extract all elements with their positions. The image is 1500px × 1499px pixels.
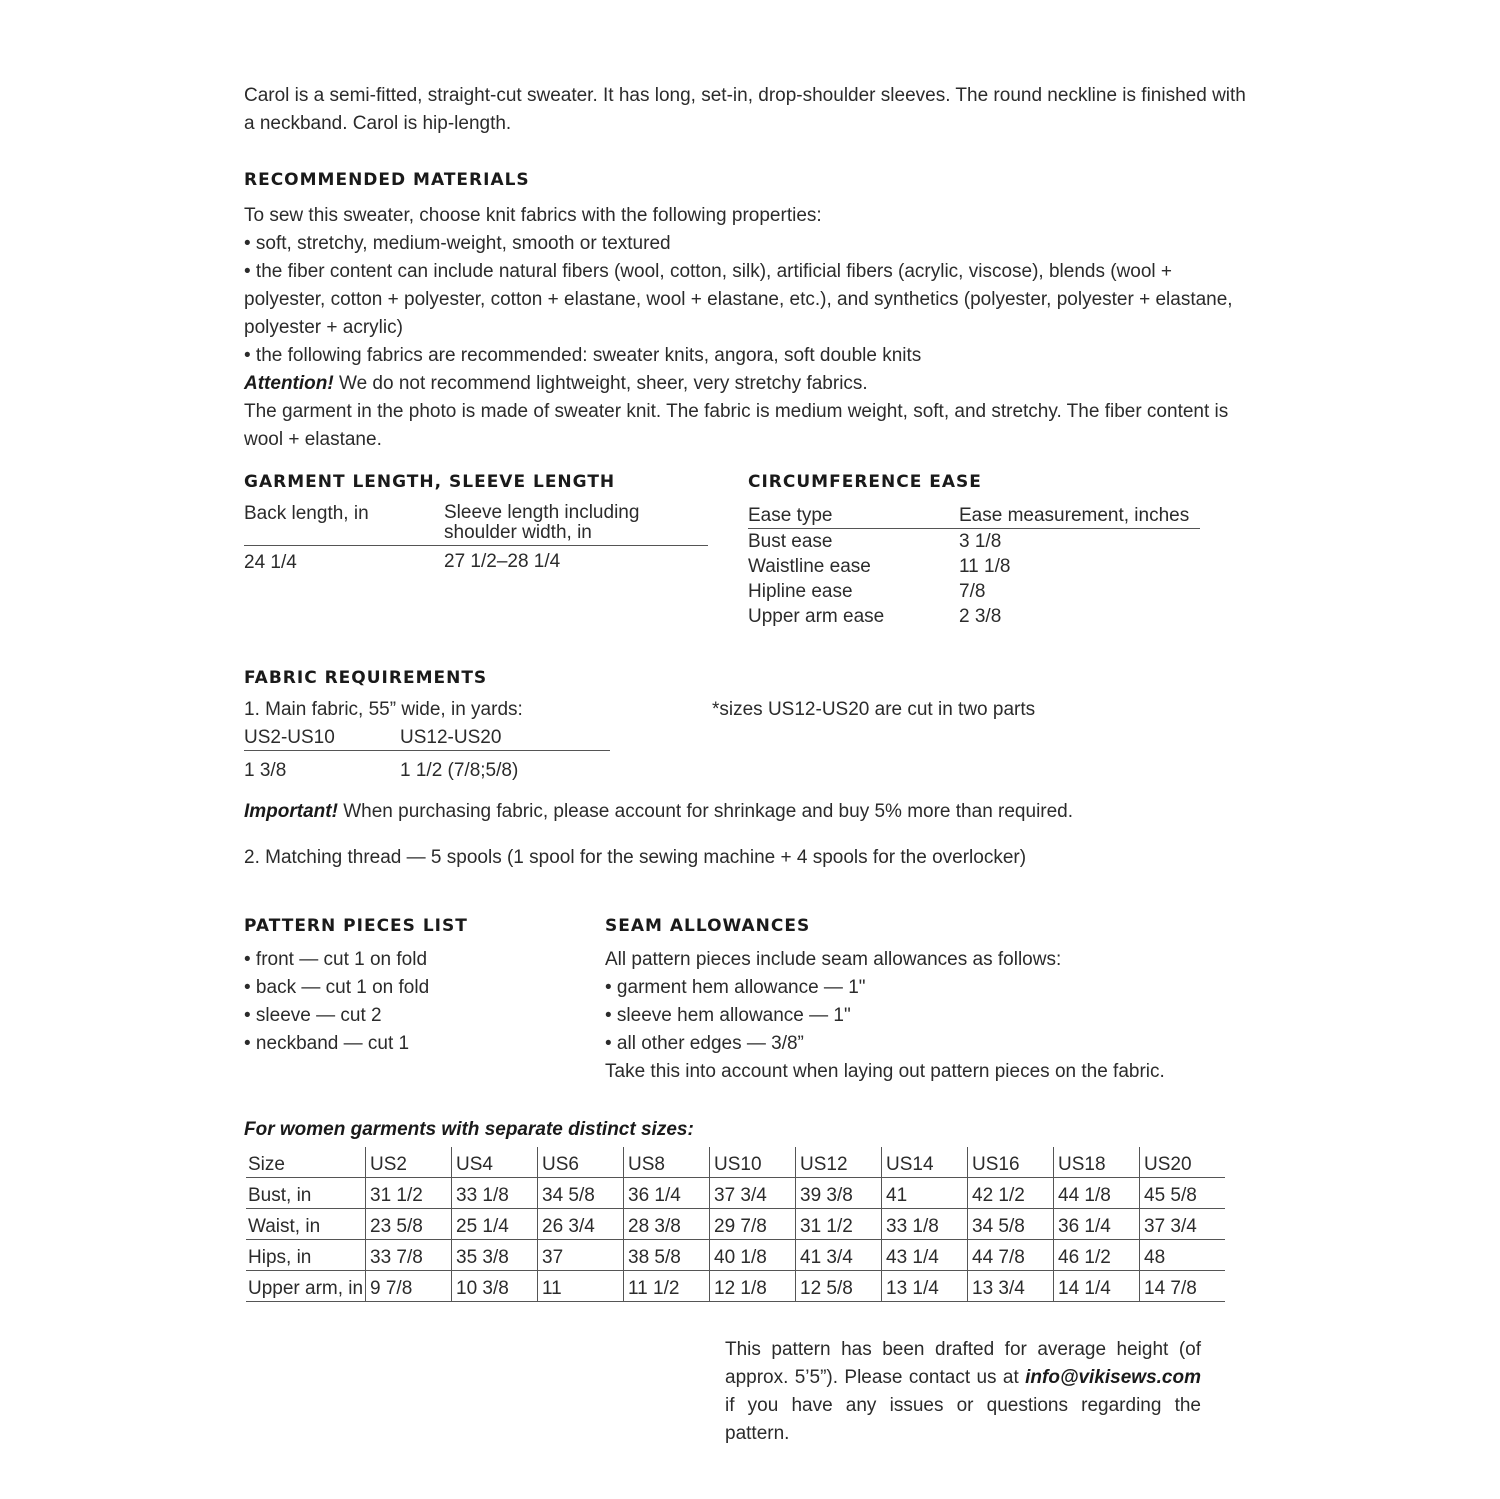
size-cell: 44 1/8 [1054,1178,1140,1209]
intro-paragraph: Carol is a semi-fitted, straight-cut sweater. It has long, set-in, drop-shoulder sleeves. The round neckline is finished with a neckband. Carol is hip-length. [244,85,1246,134]
contact-email: info@vikisews.com [1025,1367,1201,1388]
size-cell: 36 1/4 [624,1178,710,1209]
size-cell: US18 [1054,1147,1140,1178]
size-cell: 25 1/4 [452,1209,538,1240]
back-length-value: 24 1/4 [244,552,297,573]
size-cell: 33 1/8 [882,1209,968,1240]
size-cell: 9 7/8 [366,1271,452,1302]
pattern-piece-item: • front — cut 1 on fold [244,949,428,970]
footer-text: if you have any issues or questions regarding the pattern. [725,1395,1201,1444]
size-cell: 34 5/8 [538,1178,624,1209]
size-row [246,1209,1225,1240]
size-cell: US4 [452,1147,538,1178]
fabric-yardage: 1 1/2 (7/8;5/8) [400,760,519,781]
sleeve-length-value: 27 1/2–28 1/4 [444,551,561,572]
seam-item: • sleeve hem allowance — 1" [605,1005,851,1026]
pattern-pieces-heading: PATTERN PIECES LIST [244,916,468,936]
seam-allowances-heading: SEAM ALLOWANCES [605,916,811,936]
size-cell: US10 [710,1147,796,1178]
ease-measurement-header: Ease measurement, inches [959,505,1190,526]
materials-lead: To sew this sweater, choose knit fabrics with the following properties: [244,205,822,226]
size-cell: 36 1/4 [1054,1209,1140,1240]
size-row [246,1178,1225,1209]
seam-allowances-section [605,912,1245,1086]
size-cell: 13 1/4 [882,1271,968,1302]
size-cell: 14 1/4 [1054,1271,1140,1302]
back-length-header: Back length, in [244,503,369,524]
measurement-label: Upper arm, in [246,1271,366,1302]
materials-heading: RECOMMENDED MATERIALS [244,170,530,190]
size-cell: 28 3/8 [624,1209,710,1240]
photo-note: The garment in the photo is made of sweater knit. The fabric is medium weight, soft, and stretchy. The fiber content is wool + elastane. [244,401,1229,450]
garment-length-table [244,503,708,574]
size-cell: 42 1/2 [968,1178,1054,1209]
ease-row [748,604,1200,629]
ease-value: 11 1/8 [959,556,1011,577]
thread-line: 2. Matching thread — 5 spools (1 spool for the sewing machine + 4 spools for the overlocker) [244,847,1027,868]
size-cell: 41 [882,1178,968,1209]
main-fabric-line: 1. Main fabric, 55” wide, in yards: [244,699,523,720]
ease-type-header: Ease type [748,505,833,526]
size-cell: 46 1/2 [1054,1240,1140,1271]
materials-bullet: • the following fabrics are recommended: sweater knits, angora, soft double knits [244,345,922,366]
sizes-note: *sizes US12-US20 are cut in two parts [712,699,1036,720]
ease-value: 3 1/8 [959,531,1002,552]
size-cell: 14 7/8 [1140,1271,1226,1302]
size-cell: US20 [1140,1147,1226,1178]
ease-row [748,554,1200,579]
size-cell: 33 7/8 [366,1240,452,1271]
size-cell: 29 7/8 [710,1209,796,1240]
size-cell: 26 3/4 [538,1209,624,1240]
ease-value: 7/8 [959,581,986,602]
seam-item: • garment hem allowance — 1" [605,977,866,998]
ease-type: Upper arm ease [748,606,885,627]
size-cell: 10 3/8 [452,1271,538,1302]
size-cell: US8 [624,1147,710,1178]
ease-heading: CIRCUMFERENCE EASE [748,472,982,492]
materials-bullet: • soft, stretchy, medium-weight, smooth or textured [244,233,671,254]
size-cell: US14 [882,1147,968,1178]
size-cell: US2 [366,1147,452,1178]
materials-section [244,166,1256,454]
garment-length-heading: GARMENT LENGTH, SLEEVE LENGTH [244,472,616,492]
pattern-piece-item: • sleeve — cut 2 [244,1005,382,1026]
seam-item: • all other edges — 3/8” [605,1033,804,1054]
size-cell: 11 1/2 [624,1271,710,1302]
size-cell: US12 [796,1147,882,1178]
size-table [246,1147,1225,1302]
ease-row [748,529,1200,554]
pattern-piece-item: • back — cut 1 on fold [244,977,430,998]
fabric-table [244,726,610,783]
size-cell: 48 [1140,1240,1226,1271]
size-cell: 40 1/8 [710,1240,796,1271]
ease-table [748,503,1200,629]
size-cell: 33 1/8 [452,1178,538,1209]
size-cell: 35 3/8 [452,1240,538,1271]
size-cell: 23 5/8 [366,1209,452,1240]
attention-label: Attention! [244,373,334,394]
footer-note [725,1336,1201,1448]
size-row [246,1240,1225,1271]
seam-note: Take this into account when laying out pattern pieces on the fabric. [605,1061,1165,1082]
materials-bullet: • the fiber content can include natural fibers (wool, cotton, silk), artificial fibers (acrylic, viscose), blends (wool + polyester, cotton + polyester, cotton + elastane, wool + elastane, etc.), and synthetics (polyester, polyester + elastane, polyester + acrylic) [244,261,1233,338]
measurement-label: Bust, in [246,1178,366,1209]
size-cell: 45 5/8 [1140,1178,1226,1209]
size-cell: 12 1/8 [710,1271,796,1302]
size-cell: 41 3/4 [796,1240,882,1271]
ease-type: Waistline ease [748,556,871,577]
important-text: When purchasing fabric, please account for shrinkage and buy 5% more than required. [337,801,1074,822]
sleeve-length-header: Sleeve length including shoulder width, in [444,502,640,543]
size-cell: 12 5/8 [796,1271,882,1302]
size-header-row [246,1147,1225,1178]
size-cell: 31 1/2 [366,1178,452,1209]
size-cell: 39 3/8 [796,1178,882,1209]
measurement-label: Waist, in [246,1209,366,1240]
size-table-title: For women garments with separate distinct sizes: [244,1119,694,1140]
size-cell: US6 [538,1147,624,1178]
seam-lead: All pattern pieces include seam allowances as follows: [605,949,1062,970]
ease-row [748,579,1200,604]
size-cell: 37 3/4 [710,1178,796,1209]
size-group-header: US12-US20 [400,727,502,748]
important-label: Important! [244,801,338,822]
size-cell: 44 7/8 [968,1240,1054,1271]
fabric-yardage: 1 3/8 [244,760,287,781]
size-cell: 11 [538,1271,624,1302]
ease-value: 2 3/8 [959,606,1002,627]
pattern-pieces-section [244,912,584,1058]
attention-text: We do not recommend lightweight, sheer, very stretchy fabrics. [333,373,868,394]
measurement-label: Hips, in [246,1240,366,1271]
size-cell: 31 1/2 [796,1209,882,1240]
important-note [244,798,1256,826]
attention-note [244,370,1256,398]
pattern-piece-item: • neckband — cut 1 [244,1033,410,1054]
size-cell: 37 3/4 [1140,1209,1226,1240]
size-row [246,1271,1225,1302]
size-cell: 43 1/4 [882,1240,968,1271]
footer-text: This pattern has been drafted for average height (of approx. 5’5”). Please contact us at [725,1339,1201,1388]
size-cell: US16 [968,1147,1054,1178]
size-group-header: US2-US10 [244,727,335,748]
size-cell: 13 3/4 [968,1271,1054,1302]
ease-type: Hipline ease [748,581,853,602]
size-cell: 34 5/8 [968,1209,1054,1240]
measurement-label: Size [246,1147,366,1178]
fabric-heading: FABRIC REQUIREMENTS [244,668,488,688]
size-cell: 38 5/8 [624,1240,710,1271]
ease-type: Bust ease [748,531,833,552]
size-cell: 37 [538,1240,624,1271]
